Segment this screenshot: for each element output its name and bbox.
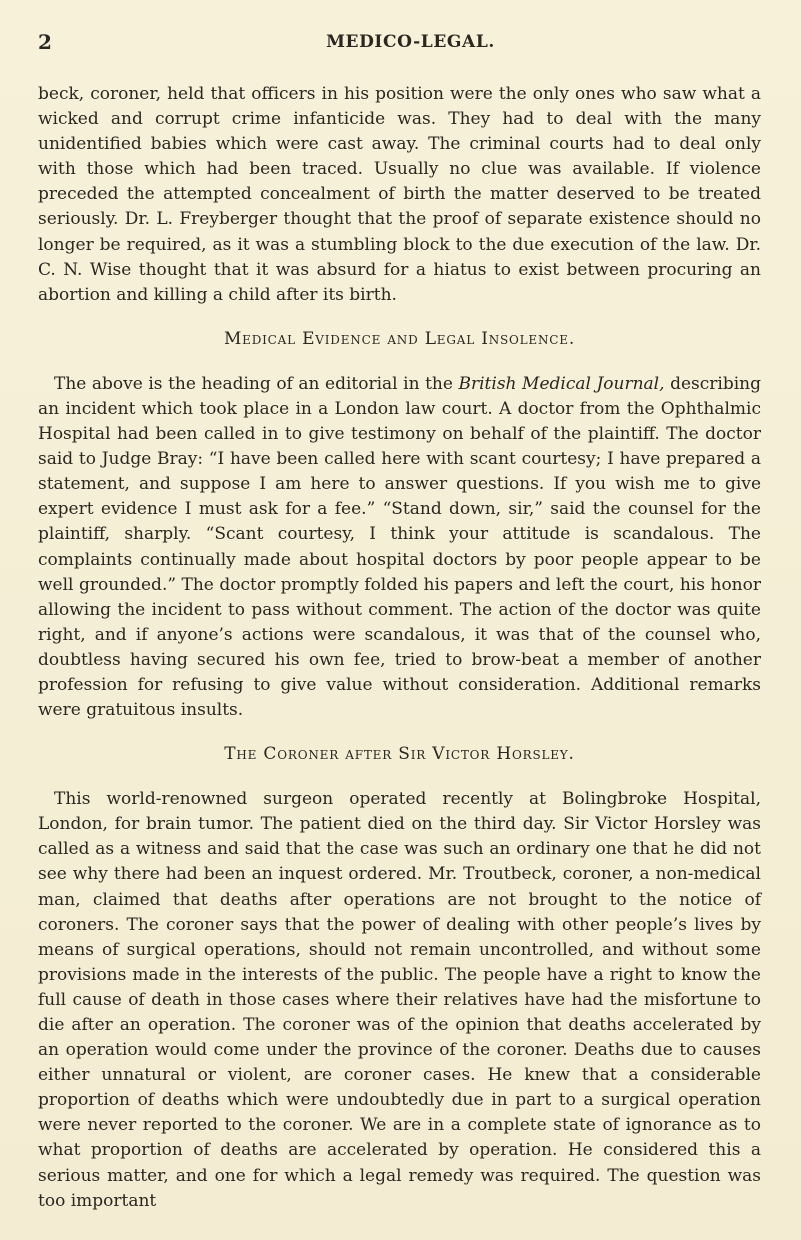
journal-title: British Medical Journal,: [458, 373, 665, 394]
medical-evidence-paragraph: [38, 372, 761, 723]
section-heading-coroner: The Coroner after Sir Victor Horsley.: [224, 744, 575, 765]
running-title: MEDICO-LEGAL.: [326, 32, 495, 52]
continuation-paragraph: beck, coroner, held that officers in his position were the only ones who saw what a wicked and corrupt crime infanticide was. They had to deal with the many unidentified babies which were cast away. The criminal courts had to deal only with those which had been traced. Usually no clue was available. If violence preceded the attempted concealment of birth the matter deserved to be treated seriously. Dr. L. Freyberger thought that the proof of separate existence should no longer be required, as it was a stumbling block to the due execution of the law. Dr. C. N. Wise thought that it was absurd for a hiatus to exist between procuring an abortion and killing a child after its birth.: [38, 84, 761, 305]
paragraph-text-start: The above is the heading of an editorial in the: [54, 373, 459, 394]
page-body: [38, 82, 761, 1214]
paragraph-text-rest: describing an incident which took place in a London law court. A doctor from the Ophthalmic Hospital had been called in to give testimony on behalf of the plaintiff. The doctor said to Judge Bray: “I have been called here with scant courtesy; I have prepared a statement, and suppose I am here to answer questions. If you wish me to give expert evidence I must ask for a fee.” “Stand down, sir,” said the counsel for the plaintiff, sharply. “Scant courtesy, I think your attitude is scandalous. The complaints continually made about hospital doctors by poor people appear to be well grounded.” The doctor promptly folded his papers and left the court, his honor allowing the incident to pass without comment. The action of the doctor was quite right, and if anyone’s actions were scandalous, it was that of the counsel who, doubtless having secured his own fee, tried to brow-beat a member of another profession for refusing to give value without consideration. Additional remarks were gratuitous insults.: [38, 373, 761, 721]
page-number: 2: [38, 30, 52, 54]
section-heading-medical-evidence: Medical Evidence and Legal Insolence.: [223, 328, 576, 349]
running-head: [30, 30, 771, 54]
coroner-paragraph: This world-renowned surgeon operated recently at Bolingbroke Hospital, London, for brain tumor. The patient died on the third day. Sir Victor Horsley was called as a witness and said that the case was such an ordinary one that he did not see why there had been an inquest ordered. Mr. Troutbeck, coroner, a non-medical man, claimed that deaths after operations are not brought to the notice of coroners. The coroner says that the power of dealing with other people’s lives by means of surgical operations, should not remain uncontrolled, and without some provisions made in the interests of the public. The people have a right to know the full cause of death in those cases where their relatives have had the misfortune to die after an operation. The coroner was of the opinion that deaths accelerated by an operation would come under the province of the coroner. Deaths due to causes either unnatural or violent, are coroner cases. He knew that a considerable proportion of deaths which were undoubtedly due in part to a surgical operation were never reported to the coroner. We are in a complete state of ignorance as to what proportion of deaths are accelerated by operation. He considered this a serious matter, and one for which a legal remedy was required. The question was too important: [38, 789, 761, 1211]
